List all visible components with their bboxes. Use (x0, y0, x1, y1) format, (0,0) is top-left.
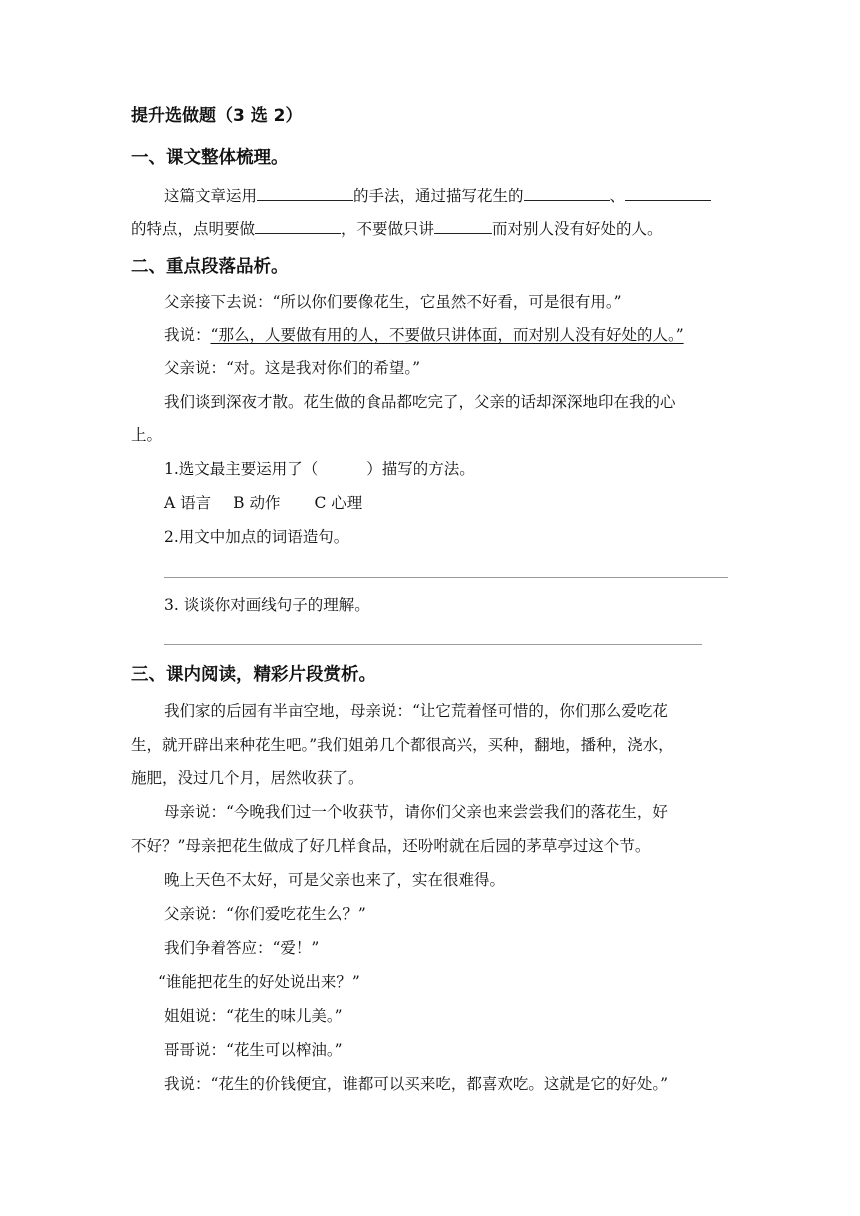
passage-line: “谁能把花生的好处说出来？” (158, 973, 360, 991)
passage-line: 我们争着答应：“爱！” (164, 939, 320, 957)
passage-line: 姐姐说：“花生的味儿美。” (164, 1007, 343, 1025)
answer-line[interactable] (164, 644, 702, 645)
section1-text: 这篇文章运用 (164, 187, 258, 205)
option-c[interactable]: C 心理 (314, 494, 363, 512)
section3-heading: 三、课内阅读，精彩片段赏析。 (131, 665, 376, 685)
section1-line2 (131, 218, 663, 240)
question-1-text: ）描写的方法。 (366, 460, 475, 478)
question-1-text: 1.选文最主要运用了（ (164, 460, 319, 478)
section1-line1 (164, 185, 711, 207)
section2-heading: 二、重点段落品析。 (131, 257, 289, 277)
passage-line: 母亲说：“今晚我们过一个收获节，请你们父亲也来尝尝我们的落花生，好 (164, 803, 668, 821)
passage-paragraph-cont: 上。 (131, 426, 163, 444)
worksheet-title: 提升选做题（3 选 2） (131, 106, 303, 126)
section1-text: 的手法，通过描写花生的 (353, 187, 524, 205)
fill-blank[interactable] (257, 186, 353, 201)
answer-line[interactable] (164, 577, 728, 578)
section1-text: 而对别人没有好处的人。 (492, 220, 663, 238)
passage-line: 施肥，没过几个月，居然收获了。 (131, 769, 364, 787)
question-1-options (164, 492, 362, 514)
section1-heading: 一、课文整体梳理。 (131, 148, 289, 168)
passage-paragraph: 父亲接下去说：“所以你们要像花生，它虽然不好看，可是很有用。” (164, 293, 622, 311)
section1-text: 、 (609, 187, 626, 205)
fill-blank[interactable] (625, 186, 711, 201)
passage-line: 晚上天色不太好，可是父亲也来了，实在很难得。 (164, 871, 506, 889)
option-a[interactable]: A 语言 (164, 494, 212, 512)
passage-line: 父亲说：“你们爱吃花生么？” (164, 905, 366, 923)
fill-blank[interactable] (434, 219, 492, 234)
question-3: 3. 谈谈你对画线句子的理解。 (164, 596, 370, 614)
passage-line: 我说：“花生的价钱便宜，谁都可以买来吃，都喜欢吃。这就是它的好处。” (164, 1075, 669, 1093)
fill-blank[interactable] (524, 186, 610, 201)
passage-line: 不好？”母亲把花生做成了好几样食品，还吩咐就在后园的茅草亭过这个节。 (131, 837, 651, 855)
passage-line: 哥哥说：“花生可以榨油。” (164, 1041, 343, 1059)
section1-text: 的特点，点明要做 (131, 220, 256, 238)
passage-line: 我们家的后园有半亩空地，母亲说：“让它荒着怪可惜的，你们那么爱吃花 (164, 702, 668, 720)
passage-paragraph (164, 324, 684, 346)
passage-paragraph: 我们谈到深夜才散。花生做的食品都吃完了，父亲的话却深深地印在我的心 (164, 393, 676, 411)
paragraph-prefix: 我说： (164, 326, 211, 344)
fill-blank[interactable] (255, 219, 341, 234)
passage-paragraph: 父亲说：“对。这是我对你们的希望。” (164, 359, 421, 377)
underlined-sentence: “那么，人要做有用的人，不要做只讲体面，而对别人没有好处的人。” (210, 326, 684, 344)
section1-text: ，不要做只讲 (341, 220, 435, 238)
question-1 (164, 458, 475, 480)
question-2: 2.用文中加点的词语造句。 (164, 528, 350, 546)
option-b[interactable]: B 动作 (233, 494, 281, 512)
passage-line: 生，就开辟出来种花生吧。”我们姐弟几个都很高兴，买种，翻地，播种，浇水， (131, 736, 674, 754)
